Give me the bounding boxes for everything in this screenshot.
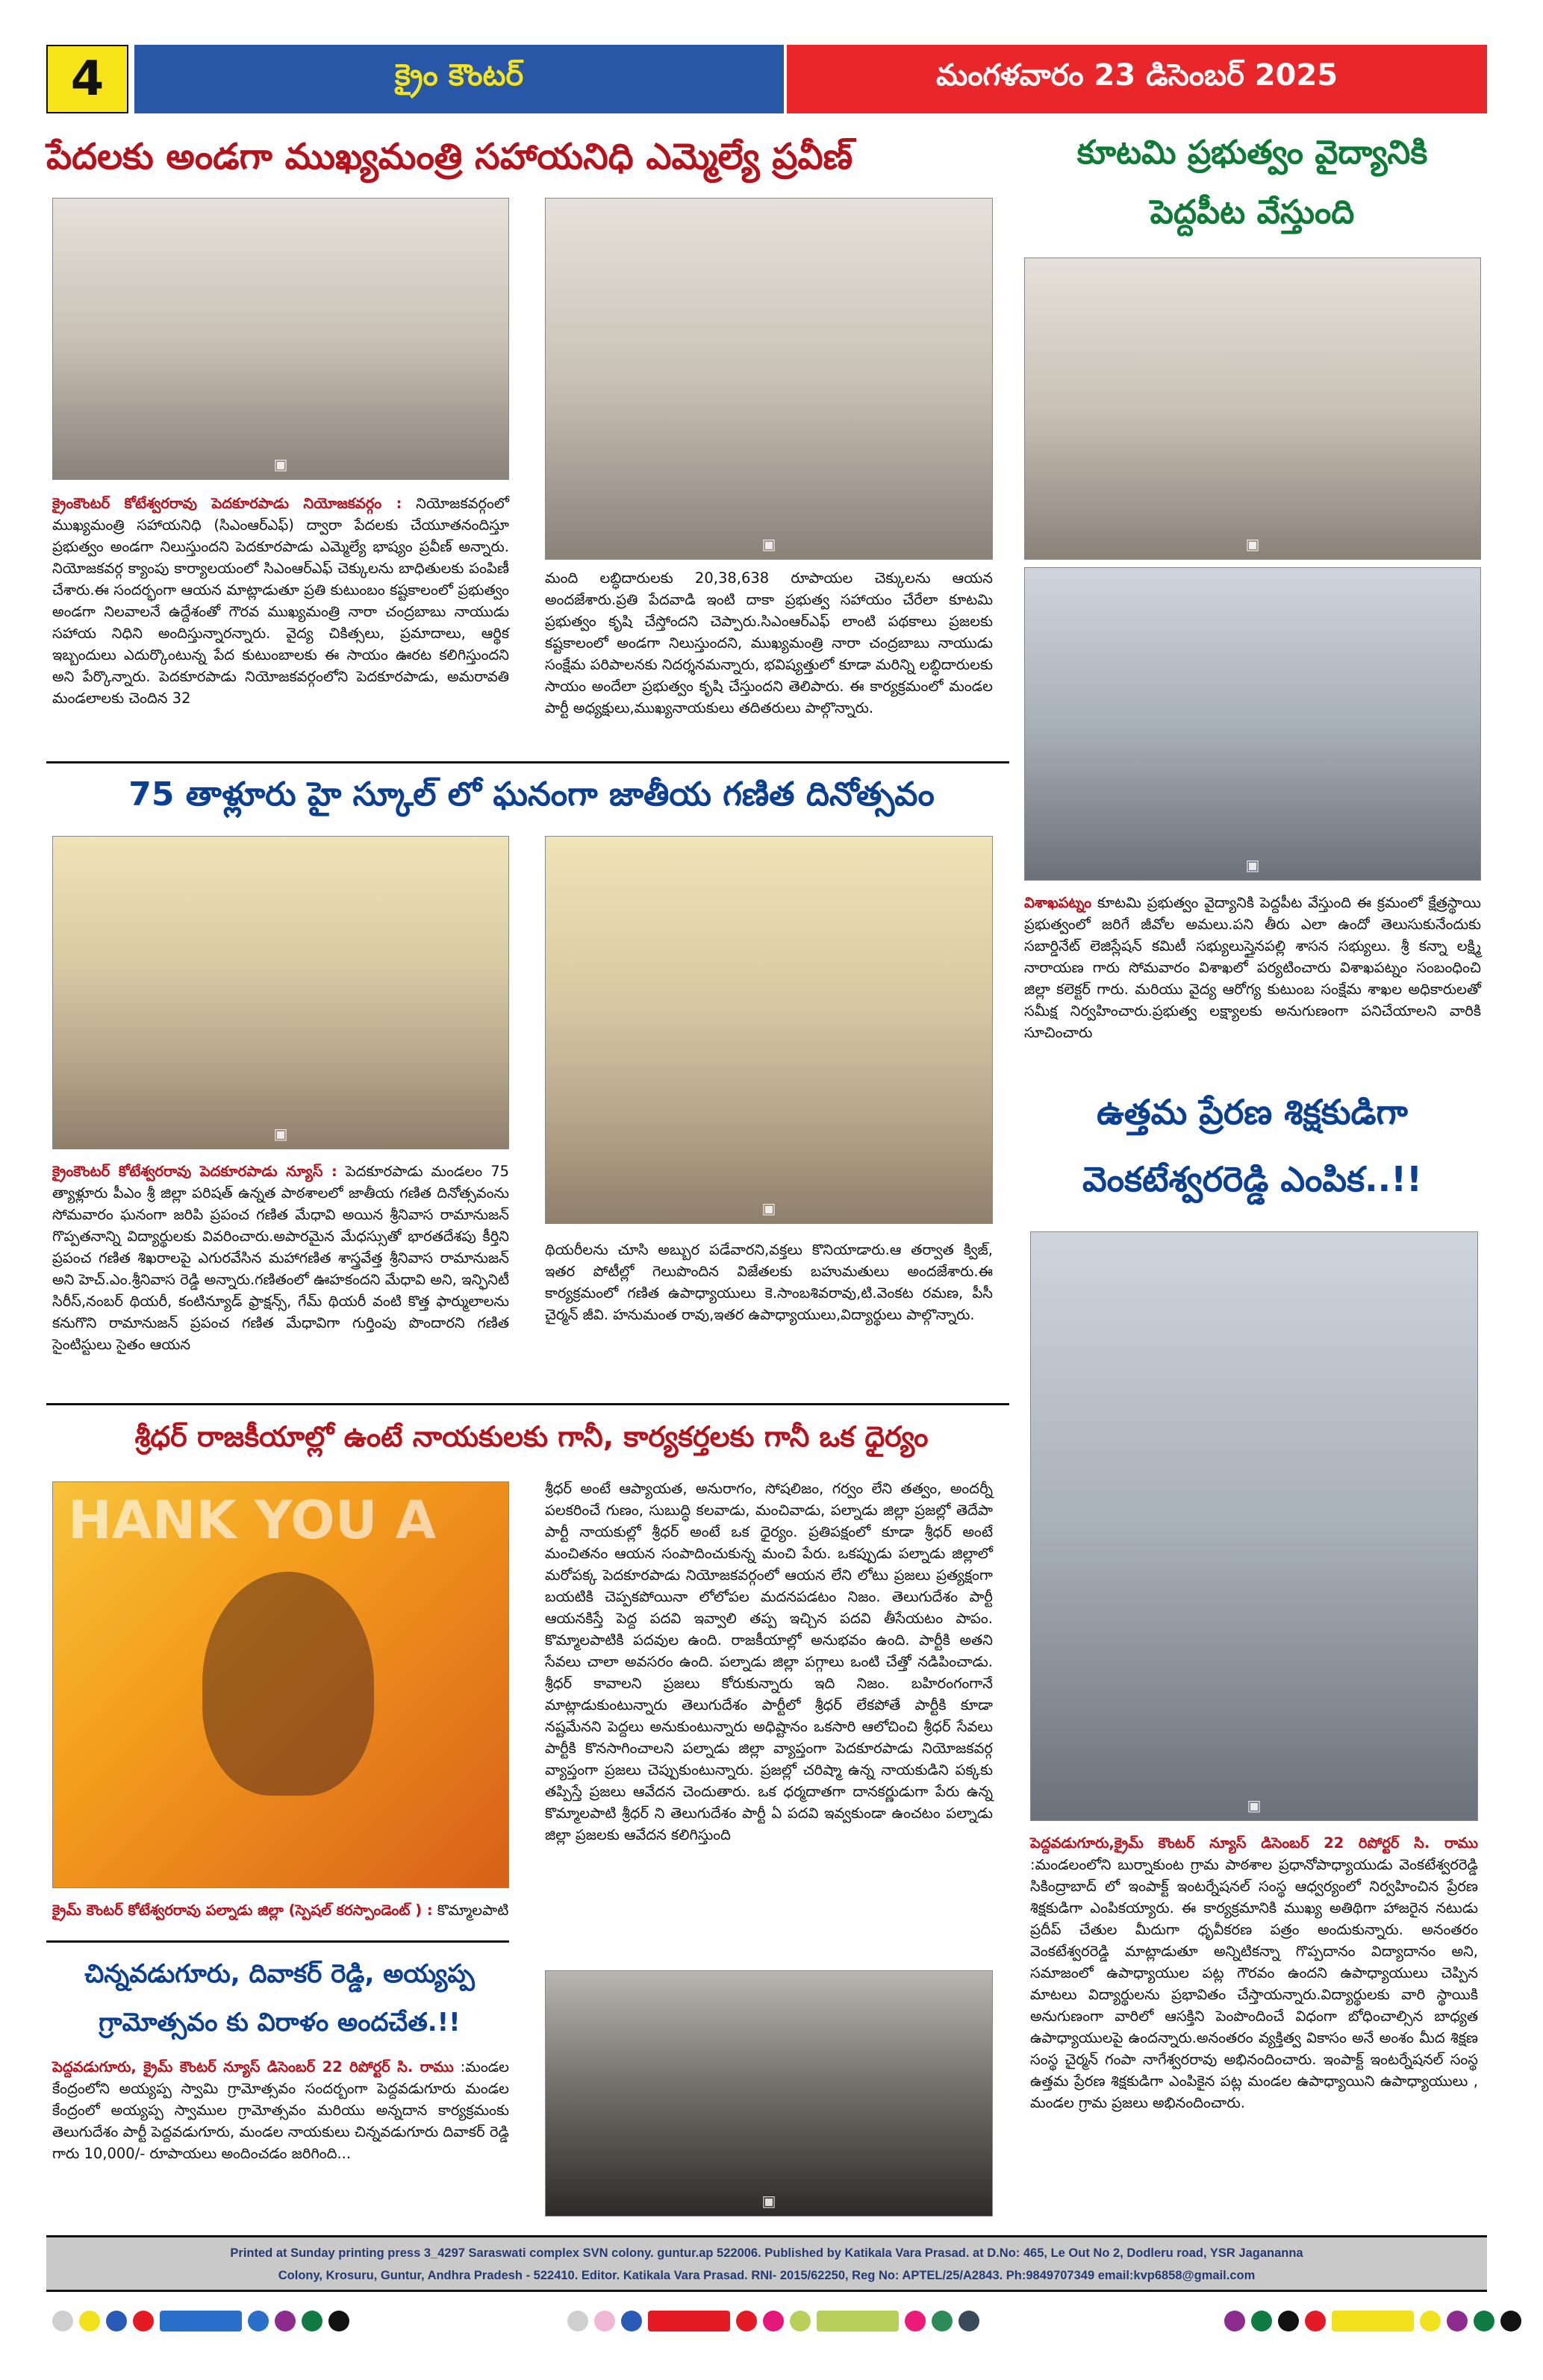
color-mark	[1332, 2311, 1414, 2331]
story4-byline: పెద్దవడుగూరు,క్రైమ్ కౌంటర్ న్యూస్ డిసెంబర్ 22 రిపోర్టర్ సి. రాము	[1030, 1834, 1478, 1852]
color-mark	[621, 2311, 642, 2331]
color-mark	[133, 2311, 154, 2331]
story3-column-2	[545, 1239, 993, 1325]
color-mark	[302, 2311, 322, 2331]
imprint-line-1: Printed at Sunday printing press 3_4297 Saraswati complex SVN colony. guntur.ap 522006. Published by Katikala Vara Prasad. at D.No: 465, Le Out No 2, Dodleru road, YSR Jagananna	[230, 2246, 1303, 2260]
story6-body	[52, 2056, 509, 2164]
color-mark	[736, 2311, 757, 2331]
photo-placeholder-icon: ▣	[761, 2192, 776, 2210]
divider	[46, 761, 1009, 763]
story6-headline-1: చిన్నవడుగూరు, దివాకర్ రెడ్డి, అయ్యప్ప	[84, 1959, 475, 1989]
story6-text: :మండల కేంద్రంలోని అయ్యప్ప స్వామి గ్రామోత్సవం సందర్బంగా పెద్దవడుగూరు మండల కేంద్రంలో అయ్యప్ప స్వాముల గ్రామోత్సవం మరియు అన్నదాన కార్యక్రమంకు తెలుగుదేశం పార్టీ పెద్దవడుగూరు, మండల నాయకులు చిన్నవడుగూరు దివాకర్ రెడ్డి గారు 10,000/- రూపాయలు అందించడం జరిగింది...	[52, 2058, 509, 2162]
color-mark	[1500, 2311, 1521, 2331]
story2-photo-bottom	[1024, 567, 1481, 881]
photo-placeholder-icon: ▣	[273, 455, 288, 473]
photo-placeholder-icon: ▣	[273, 1125, 288, 1143]
imprint-band	[46, 2235, 1487, 2292]
color-mark	[1420, 2311, 1441, 2331]
story2-body	[1024, 892, 1481, 1043]
color-mark	[106, 2311, 127, 2331]
color-mark	[1474, 2311, 1494, 2331]
story2-headline-1: కూటమి ప్రభుత్వం వైద్యానికి	[1076, 134, 1428, 172]
story4-headline-1: ఉత్తమ ప్రేరణ శిక్షకుడిగా	[1097, 1092, 1408, 1132]
color-mark	[328, 2311, 349, 2331]
paper-name: క్రైం కౌంటర్	[394, 58, 524, 93]
story2-byline: విశాఖపట్నం	[1024, 894, 1092, 911]
story1-column-2	[545, 567, 993, 719]
color-mark	[1305, 2311, 1326, 2331]
story3-photo-left	[52, 836, 509, 1149]
color-mark	[248, 2311, 269, 2331]
divider	[46, 1940, 509, 1943]
story4-photo	[1030, 1231, 1478, 1821]
story1-byline: క్రైంకౌంటర్ కోటేశ్వరరావు పెదకూరపాడు నియోజకవర్గం :	[52, 495, 402, 512]
color-mark	[160, 2311, 242, 2331]
story6-byline: పెద్దవడుగూరు, క్రైమ్ కౌంటర్ న్యూస్ డిసెంబర్ 22 రిపోర్టర్ సి. రాము	[52, 2058, 454, 2076]
registration-marks-left	[52, 2310, 366, 2332]
story1-column-1	[52, 493, 509, 709]
photo-placeholder-icon: ▣	[761, 1199, 776, 1217]
story5-photo	[52, 1481, 509, 1888]
story2-headline-2: పెద్దపీట వేస్తుంది	[1150, 193, 1355, 231]
registration-marks-center	[567, 2310, 985, 2332]
photo-placeholder-icon: ▣	[761, 535, 776, 553]
story4-headline-2: వెంకటేశ్వరరెడ్డి ఎంపిక..!!	[1082, 1159, 1423, 1199]
color-mark	[52, 2311, 73, 2331]
color-mark	[1251, 2311, 1272, 2331]
color-mark	[1278, 2311, 1299, 2331]
issue-date: మంగళవారం 23 డిసెంబర్ 2025	[935, 58, 1338, 93]
photo-placeholder-icon: ▣	[1245, 856, 1260, 874]
color-mark	[763, 2311, 784, 2331]
story5-text: శ్రీధర్ అంటే ఆప్యాయత, అనురాగం, సోషలిజం, గర్వం లేని తత్వం, అందర్నీ పలకరించే గుణం, సుబుద్ధి కలవాడు, మంచివాడు, పల్నాడు జిల్లా ప్రజల్లో తెదేపా పార్టీ నాయకుల్లో శ్రీధర్ అంటే ఒక ధైర్యం. ప్రతిపక్షంలో కూడా శ్రీధర్ అంటే మంచితనం ఆయన సంపాదించుకున్న మంచి పేరు. ఒకప్పుడు పల్నాడు జిల్లాలో మరోపక్క పెదకూరపాడు నియోజకవర్గంలో ఆయన లేని లోటు ప్రజలు ప్రత్యక్షంగా బయటికి చెప్పకపోయినా లోలోపల మదనపడటం నిజం. తెలుగుదేశం పార్టీ ఆయనకిస్తే పెద్ద పదవి ఇవ్వాలి తప్ప ఇచ్చిన పదవి తీసేయటం పాపం. కొమ్మాలపాటికి పదవుల ఉంది. రాజకీయాల్లో అనుభవం ఉంది. పార్టీకి అతని సేవలు చాలా అవసరం ఉంది. పల్నాడు జిల్లా పగ్గాలు ఒంటి చేత్తో నడిపించాడు. శ్రీధర్ కావాలని ప్రజలు కోరుకున్నారు ఇది నిజం. బహిరంగంగానే మాట్లాడుకుంటున్నారు తెలుగుదేశం పార్టీలో శ్రీధర్ లేకపోతే పార్టీకి కూడా నష్టమేనని పెద్దలు అనుకుంటున్నారు అధిష్టానం ఒకసారి ఆలోచించి శ్రీధర్ సేవలు పార్టీకి కొనసాగించాలని పల్నాడు జిల్లా వ్యాప్తంగా పెదకూరపాడు నియోజకవర్గ వ్యాప్తంగా ప్రజలు చెప్పుకుంటున్నారు. ప్రజల్లో చరిష్మా ఉన్న నాయకుడిని పక్కకు తప్పిస్తే ప్రజలు ఆవేదన చెందుతారు. ఒక ధర్మదాతగా దానకర్ణుడుగా పేరు ఉన్న కొమ్మాలపాటి శ్రీధర్ ని తెలుగుదేశం పార్టీ ఏ పదవి ఇవ్వకుండా ఉంచటం పల్నాడు జిల్లా ప్రజలకు ఆవేదన కలిగిస్తుంది	[545, 1480, 993, 1843]
story4-body	[1030, 1832, 1478, 2114]
color-mark	[932, 2311, 953, 2331]
paper-name-band	[134, 45, 784, 113]
story4-text: :మండలంలోని బుర్నాకుంట గ్రామ పాఠశాల ప్రధానోపాధ్యాయుడు వెంకటేశ్వరరెడ్డి సికింద్రాబాద్ లో ఇంపాక్ట్ ఇంటర్నేషనల్ సంస్థ ఆధ్వర్యంలో నిర్వహించిన ప్రేరణ శిక్షకుడిగా ఎంపికయ్యారు. ఈ కార్యక్రమానికి ముఖ్య అతిథిగా హాజరైన నటుడు ప్రదీప్ చేతుల మీదుగా ధృవీకరణ పత్రం అందుకున్నారు. అనంతరం వెంకటేశ్వరరెడ్డి మాట్లాడుతూ అన్నిటికన్నా గొప్పదానం విద్యాదానం అని, సమాజంలో ఉపాధ్యాయుల పట్ల గౌరవం ఉందని ఉపాధ్యాయులు చెప్పిన మాటలు విద్యార్థులను ప్రభావితం చేస్తాయన్నారు.విద్యార్థులకు వారి స్థాయికి అనుగుణంగా వారిలో ఆసక్తిని పెంపొందించే విధంగా బోధించాల్సిన బాధ్యత ఉపాధ్యాయులపై ఉందన్నారు.అనంతరం వ్యక్తిత్వ వికాసం అనే అంశం మీద శిక్షణ సంస్థ చైర్మన్ గంపా నాగేశ్వరరావు అభినందించారు. ఇంపాక్ట్ ఇంటర్నేషనల్ సంస్థ ఉత్తమ ప్రేరణ శిక్షకుడిగా ఎంపికైన పట్ల మండల ఉపాధ్యాయిని ఉపాధ్యాయులు , మండల గ్రామ ప్రజలు అభినందించారు.	[1030, 1856, 1478, 2111]
story6-photo	[545, 1970, 993, 2217]
story3-headline: 75 తాళ్లూరు హై స్కూల్ లో ఘనంగా జాతీయ గణిత దినోత్సవం	[128, 775, 935, 813]
story2-photo-top	[1024, 257, 1481, 560]
divider	[46, 1403, 1009, 1405]
story1-photo-left	[52, 198, 509, 480]
story5-headline: శ్రీధర్ రాజకీయాల్లో ఉంటే నాయకులకు గానీ, కార్యకర్తలకు గానీ ఒక ధైర్యం	[134, 1420, 929, 1453]
portrait-placeholder-icon	[202, 1572, 374, 1796]
photo-placeholder-icon: ▣	[1247, 1796, 1262, 1814]
story5-text-byline-rest: కొమ్మాలపాటి	[432, 1902, 509, 1919]
color-mark	[817, 2311, 899, 2331]
story5-column-1	[52, 1899, 509, 1921]
story1-headline: పేదలకు అండగా ముఖ్యమంత్రి సహాయనిధి ఎమ్మెల్యే ప్రవీణ్	[46, 136, 853, 178]
story3-column-1	[52, 1161, 509, 1355]
date-band	[787, 45, 1487, 113]
color-mark	[1224, 2311, 1245, 2331]
registration-marks-right	[1224, 2310, 1486, 2332]
color-mark	[594, 2311, 615, 2331]
photo-overlay-text: HANK YOU A	[68, 1490, 437, 1551]
photo-placeholder-icon: ▣	[1245, 535, 1260, 553]
story3-text-1: పెదకూరపాడు మండలం 75 త్యాళ్లూరు పీఎం శ్రీ జిల్లా పరిషత్ ఉన్నత పాఠశాలలో జాతీయ గణిత దినోత్సవంను సోమవారం ఘనంగా జరిపి ప్రపంచ గణిత మేధావి అయిన శ్రీనివాస రామానుజన్ గొప్పతనాన్ని విద్యార్థులకు వివరించారు.అపారమైన మేధస్సుతో భారతదేశపు కీర్తిని ప్రపంచ గణిత శిఖరాలపై ఎగురవేసిన మహాగణిత శాస్త్రవేత్త శ్రీనివాస రామానుజన్ అని హెచ్.ఎం.శ్రీనివాస రెడ్డి అన్నారు.గణితంలో ఊహకందని మేధావి అని, ఇన్ఫినిటీ సిరీస్,నంబర్ థియరీ, కంటిన్యూడ్ ఫ్రాక్షన్స్, గేమ్ థియరీ వంటి కొత్త ఫార్ములాలను కనుగొని రామానుజన్ ప్రపంచ గణిత మేధావిగా గుర్తింపు పొందారని గణిత సైంటిస్టులు సైతం ఆయన	[52, 1163, 510, 1353]
color-mark	[275, 2311, 296, 2331]
color-mark	[79, 2311, 100, 2331]
color-mark	[790, 2311, 811, 2331]
story3-byline: క్రైంకౌంటర్ కోటేశ్వరరావు పెదకూరపాడు న్యూస్ :	[52, 1163, 337, 1180]
story3-photo-right	[545, 836, 993, 1224]
story2-text: కూటమి ప్రభుత్వం వైద్యానికి పెద్దపీట వేస్తుంది ఈ క్రమంలో క్షేత్రస్థాయి ప్రభుత్వంలో జరిగే జీవోల అమలు.పని తీరు ఎలా ఉందో తెలుసుకునేందుకు సబార్డినేట్ లెజిస్లేషన్ కమిటీ సభ్యులుస్తైనపల్లి శాసన సభ్యులు. శ్రీ కన్నా లక్ష్మి నారాయణ గారు సోమవారం విశాఖలో పర్యటించారు విశాఖపట్నం సంబంధించి జిల్లా కలెక్టర్ గారు. మరియు వైద్య ఆరోగ్య కుటుంబ సంక్షేమ శాఖల అధికారులతో సమీక్ష నిర్వహించారు.ప్రభుత్వ లక్ష్యాలకు అనుగుణంగా పనిచేయాలని వారికి సూచించారు	[1024, 894, 1481, 1041]
story1-text-2: మంది లబ్ధిదారులకు 20,38,638 రూపాయల చెక్కులను ఆయన అందజేశారు.ప్రతి పేదవాడి ఇంటి దాకా ప్రభుత్వ సహాయం చేరేలా కూటమి ప్రభుత్వం కృషి చేస్తోందని చెప్పారు.సిఎంఆర్ఎఫ్ లాంటి పథకాలు ప్రజలకు కష్టకాలంలో అండగా నిలుస్తుందని, ముఖ్యమంత్రి నారా చంద్రబాబు నాయుడు సంక్షేమ పరిపాలనకు నిదర్శనమన్నారు, భవిష్యత్తులో కూడా మరిన్ని లబ్ధిదారులకు సాయం అందేలా ప్రభుత్వం కృషి చేస్తుందని తెలిపారు. ఈ కార్యక్రమంలో మండల పార్టీ అధ్యక్షులు,ముఖ్యనాయకులు తదితరులు పాల్గొన్నారు.	[545, 569, 993, 716]
masthead	[46, 45, 1487, 113]
page-number-box	[46, 45, 128, 113]
story6-headline-2: గ్రామోత్సవం కు విరాళం అందచేత.!!	[99, 2008, 461, 2037]
story5-column-2	[545, 1478, 993, 1846]
color-mark	[905, 2311, 926, 2331]
story1-text-1: నియోజకవర్గంలో ముఖ్యమంత్రి సహాయనిధి (సిఎంఆర్ఎఫ్) ద్వారా పేదలకు చేయూతనందిస్తూ ప్రభుత్వం అండగా నిలుస్తుందని పెదకూరపాడు ఎమ్మెల్యే భాష్యం ప్రవీణ్ అన్నారు. నియోజకవర్గ క్యాంపు కార్యాలయంలో సిఎంఆర్ఎఫ్ చెక్కులను బాధితులకు పంపిణీ చేశారు.ఈ సందర్భంగా ఆయన మాట్లాడుతూ ప్రతి కుటుంబం కష్టకాలంలో ప్రభుత్వం అండగా నిలవాలనే ఉద్దేశంతో గౌరవ ముఖ్యమంత్రి నారా చంద్రబాబు నాయుడు సహాయ నిధిని అందిస్తున్నారన్నారు. వైద్య చికిత్సలు, ప్రమాదాలు, ఆర్థిక ఇబ్బందులు ఎదుర్కొంటున్న పేద కుటుంబాలకు ఈ సాయం ఊరట కలిగిస్తుందని అని పేర్కొన్నారు. పెదకూరపాడు నియోజకవర్గంలోని పెదకూరపాడు, అమరావతి మండలాలకు చెందిన 32	[52, 495, 509, 707]
story5-byline: క్రైమ్ కౌంటర్ కోటేశ్వరరావు పల్నాడు జిల్లా (స్పెషల్ కరస్పాండెంట్ ) :	[52, 1902, 433, 1919]
color-mark	[648, 2311, 730, 2331]
color-mark	[1447, 2311, 1468, 2331]
story1-photo-right	[545, 198, 993, 560]
story3-text-2: థియరీలను చూసి అబ్బుర పడేవారని,వక్తలు కొనియాడారు.ఆ తర్వాత క్విజ్, ఇతర పోటీల్లో గెలుపొందిన విజేతలకు బహుమతులు అందజేశారు.ఈ కార్యక్రమంలో గణిత ఉపాధ్యాయులు కె.సాంబశివరావు,టి.వెంకట రమణ, పీసీ చైర్మన్ జీవి. హనుమంత రావు,ఇతర ఉపాధ్యాయులు,విద్యార్థులు పాల్గొన్నారు.	[545, 1241, 993, 1323]
color-mark	[958, 2311, 979, 2331]
color-mark	[567, 2311, 588, 2331]
page-number: 4	[70, 51, 105, 107]
imprint-line-2: Colony, Krosuru, Guntur, Andhra Pradesh - 522410. Editor. Katikala Vara Prasad. RNI- 2015/62250, Reg No: APTEL/25/A2843. Ph:9849707349 email:kvp6858@gmail.com	[278, 2269, 1256, 2282]
